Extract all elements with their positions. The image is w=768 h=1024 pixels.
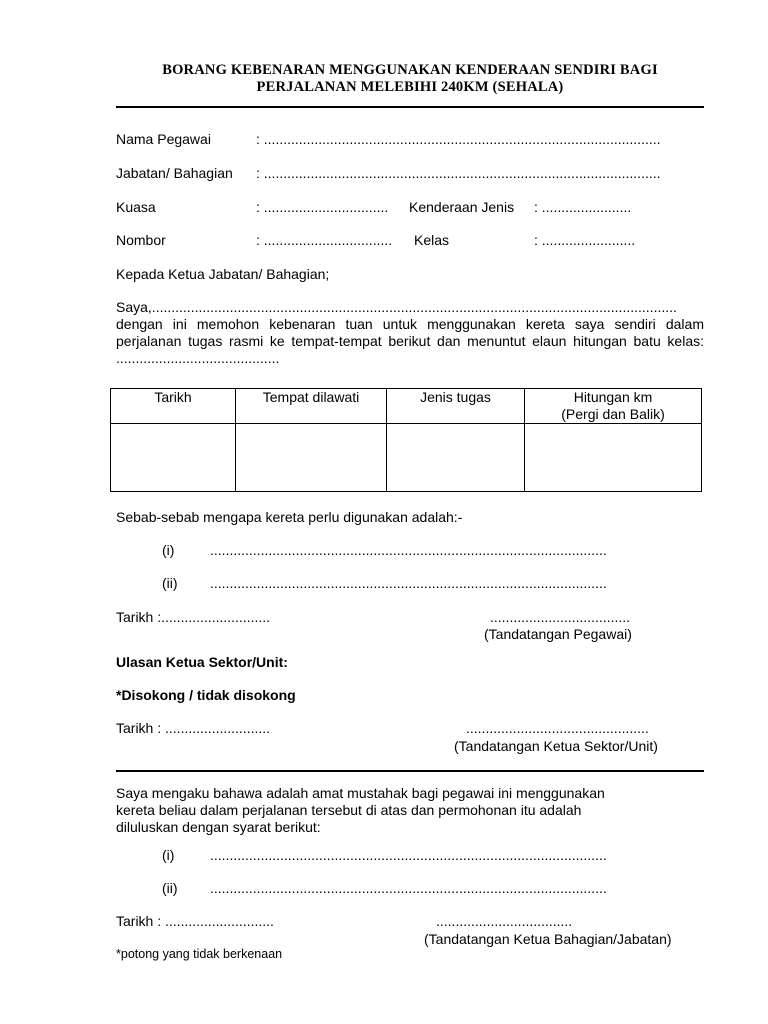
kenderaan-field[interactable]: : ....................... [534, 199, 632, 215]
saya-name-field[interactable]: Saya,....................................................................................................................................... [116, 299, 677, 315]
th-jenis-tugas: Jenis tugas [387, 389, 525, 424]
tarikh-pegawai-field[interactable]: Tarikh :............................ [116, 609, 271, 625]
nombor-label: Nombor [116, 232, 166, 248]
reason-i-label: (i) [162, 542, 175, 558]
nama-field[interactable]: : ...................................................................................................... [256, 131, 661, 147]
cell-jenis-tugas[interactable] [387, 424, 525, 492]
kelas-field[interactable]: : ........................ [534, 232, 636, 248]
ulasan-heading: Ulasan Ketua Sektor/Unit: [116, 654, 288, 670]
condition-i-label: (i) [162, 847, 175, 863]
signature-pegawai-caption: (Tandatangan Pegawai) [484, 626, 632, 642]
jabatan-field[interactable]: : ...................................................................................................... [256, 165, 661, 181]
kuasa-label: Kuasa [116, 199, 156, 215]
table-row [111, 424, 702, 492]
tarikh-sektor-field[interactable]: Tarikh : ........................... [116, 720, 271, 736]
signature-pegawai-line[interactable]: .................................... [490, 609, 631, 625]
reason-ii-field[interactable]: ...................................................................................................... [210, 575, 607, 591]
declaration-paragraph: Saya mengaku bahawa adalah amat mustahak bagi pegawai ini menggunakan kereta beliau dalam perjalanan tersebut di atas dan permohonan itu adalah diluluskan dengan syarat berikut: [116, 785, 605, 835]
cell-tarikh[interactable] [111, 424, 236, 492]
form-title-line2: PERJALANAN MELEBIHI 240KM (SEHALA) [256, 79, 564, 95]
jabatan-label: Jabatan/ Bahagian [116, 165, 233, 181]
kuasa-field[interactable]: : ................................ [256, 199, 389, 215]
signature-ketua-caption: (Tandatangan Ketua Bahagian/Jabatan) [424, 931, 672, 947]
disokong-option[interactable]: *Disokong / tidak disokong [116, 687, 296, 703]
title-divider [116, 106, 704, 108]
condition-ii-label: (ii) [162, 880, 178, 896]
reasons-intro: Sebab-sebab mengapa kereta perlu digunakan adalah:- [116, 509, 463, 525]
tarikh-ketua-field[interactable]: Tarikh : ............................ [116, 913, 274, 929]
th-hitungan-km [525, 389, 702, 424]
reason-i-field[interactable]: ...................................................................................................... [210, 542, 607, 558]
cell-hitungan-km[interactable] [525, 424, 702, 492]
form-title-line1: BORANG KEBENARAN MENGGUNAKAN KENDERAAN SENDIRI BAGI [162, 62, 658, 78]
trip-table [110, 388, 702, 492]
kepada-line: Kepada Ketua Jabatan/ Bahagian; [116, 266, 330, 282]
table-header-row [111, 389, 702, 424]
nombor-field[interactable]: : ................................. [256, 232, 393, 248]
reason-ii-label: (ii) [162, 575, 178, 591]
footnote: *potong yang tidak berkenaan [116, 947, 283, 961]
request-paragraph: dengan ini memohon kebenaran tuan untuk menggunakan kereta saya sendiri dalam perjalanan tugas rasmi ke tempat-tempat berikut dan menuntut elaun hitungan batu kelas: .......................................... [116, 316, 704, 366]
section-divider [116, 770, 704, 772]
th-hitungan-km-sub: (Pergi dan Balik) [561, 406, 665, 422]
condition-ii-field[interactable]: ...................................................................................................... [210, 880, 607, 896]
kelas-label: Kelas [414, 232, 450, 248]
nama-label: Nama Pegawai [116, 131, 211, 147]
signature-ketua-line[interactable]: ................................... [436, 913, 573, 929]
condition-i-field[interactable]: ...................................................................................................... [210, 847, 607, 863]
signature-sektor-line[interactable]: ............................................... [466, 720, 649, 736]
th-tempat: Tempat dilawati [236, 389, 387, 424]
kenderaan-label: Kenderaan Jenis [409, 199, 515, 215]
th-tarikh: Tarikh [111, 389, 236, 424]
cell-tempat[interactable] [236, 424, 387, 492]
th-hitungan-km-label: Hitungan km [573, 389, 653, 405]
signature-sektor-caption: (Tandatangan Ketua Sektor/Unit) [454, 738, 658, 754]
